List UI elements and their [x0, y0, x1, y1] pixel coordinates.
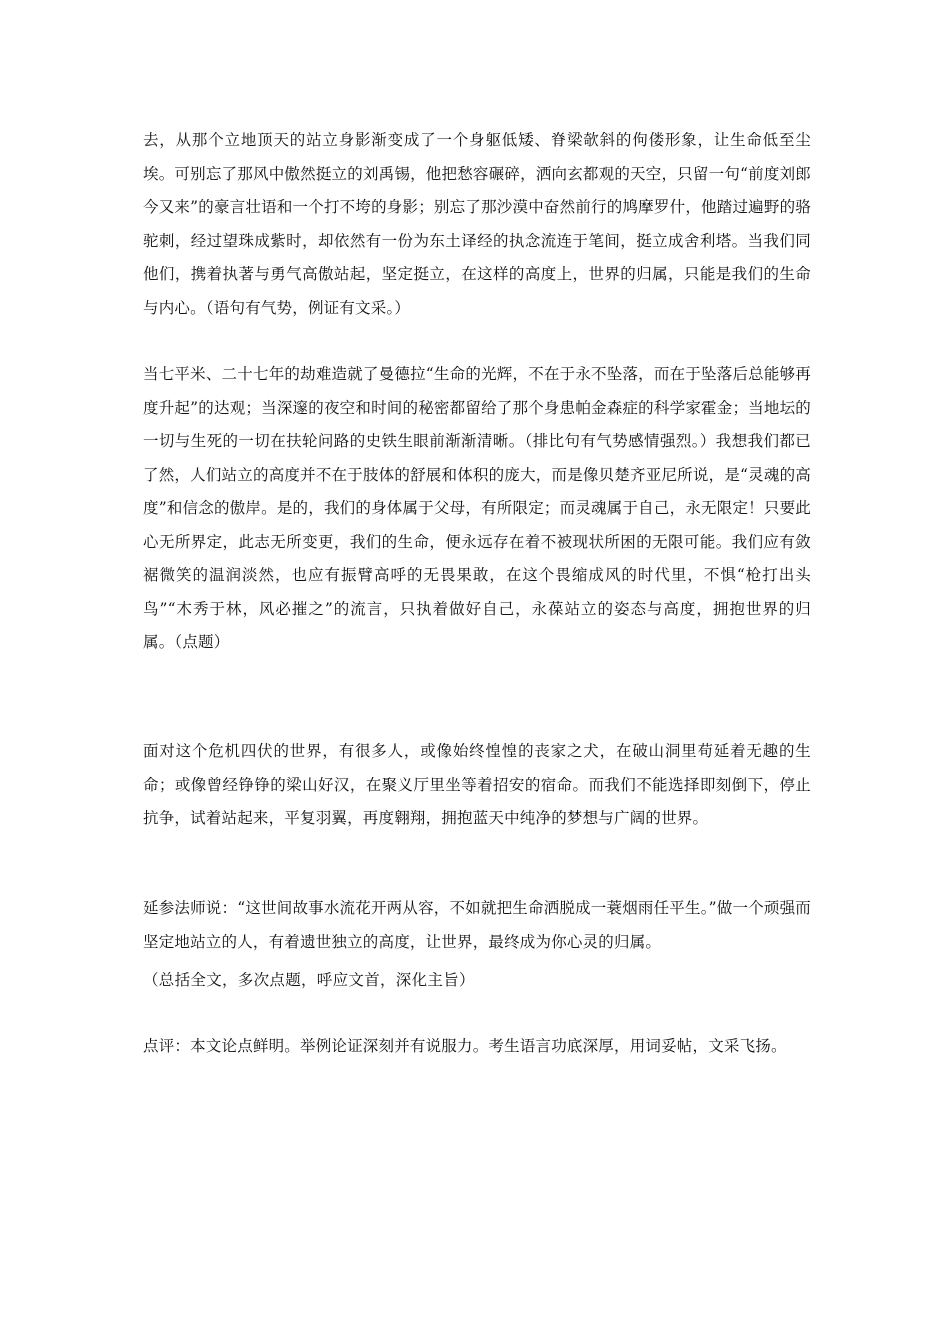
essay-paragraph-3: 面对这个危机四伏的世界，有很多人，或像始终惶惶的丧家之犬，在破山洞里苟延着无趣的生命；或像曾经铮铮的梁山好汉，在聚义厅里坐等着招安的宿命。而我们不能选择即刻倒下，停止抗争，试着站起来，平复羽翼，再度翱翔，拥抱蓝天中纯净的梦想与广阔的世界。: [143, 742, 811, 827]
essay-paragraph-4: 延参法师说：“这世间故事水流花开两从容，不如就把生命洒脱成一蓑烟雨任平生。”做一个顽强而坚定地站立的人，有着遗世独立的高度，让世界，最终成为你心灵的归属。: [143, 899, 811, 951]
essay-paragraph-1: 去，从那个立地顶天的站立身影渐变成了一个身躯低矮、脊梁欹斜的佝偻形象，让生命低至尘埃。可别忘了那风中傲然挺立的刘禹锡，他把愁容碾碎，洒向玄都观的天空，只留一句“前度刘郎今又来”的豪言壮语和一个打不垮的身影；别忘了那沙漠中奋然前行的鸠摩罗什，他踏过遍野的骆驼刺，经过望珠成紫时，却依然有一份为东土译经的执念流连于笔间，挺立成舍利塔。当我们同他们，携着执著与勇气高傲站起，坚定挺立，在这样的高度上，世界的归属，只能是我们的生命与内心。（语句有气势，例证有文采。）: [143, 131, 811, 317]
essay-paragraph-2: 当七平米、二十七年的劫难造就了曼德拉“生命的光辉，不在于永不坠落，而在于坠落后总能够再度升起”的达观；当深邃的夜空和时间的秘密都留给了那个身患帕金森症的科学家霍金；当地坛的一切与生死的一切在扶轮问路的史铁生眼前渐渐清晰。（排比句有气势感情强烈。）我想我们都已了然，人们站立的高度并不在于肢体的舒展和体积的庞大，而是像贝楚齐亚尼所说，是“灵魂的高度”和信念的傲岸。是的，我们的身体属于父母，有所限定；而灵魂属于自己，永无限定！只要此心无所界定，此志无所变更，我们的生命，便永远存在着不被现状所困的无限可能。我们应有敛裾微笑的温润淡然，也应有振臂高呼的无畏果敢，在这个畏缩成风的时代里，不惧“枪打出头鸟”“木秀于林，风必摧之”的流言，只执着做好自己，永葆站立的姿态与高度，拥抱世界的归属。（点题）: [143, 365, 811, 651]
review-comment: 点评：本文论点鲜明。举例论证深刻并有说服力。考生语言功底深厚，用词妥帖，文采飞扬。: [143, 1037, 787, 1055]
annotation-summary: （总括全文，多次点题，呼应文首，深化主旨）: [143, 971, 475, 989]
